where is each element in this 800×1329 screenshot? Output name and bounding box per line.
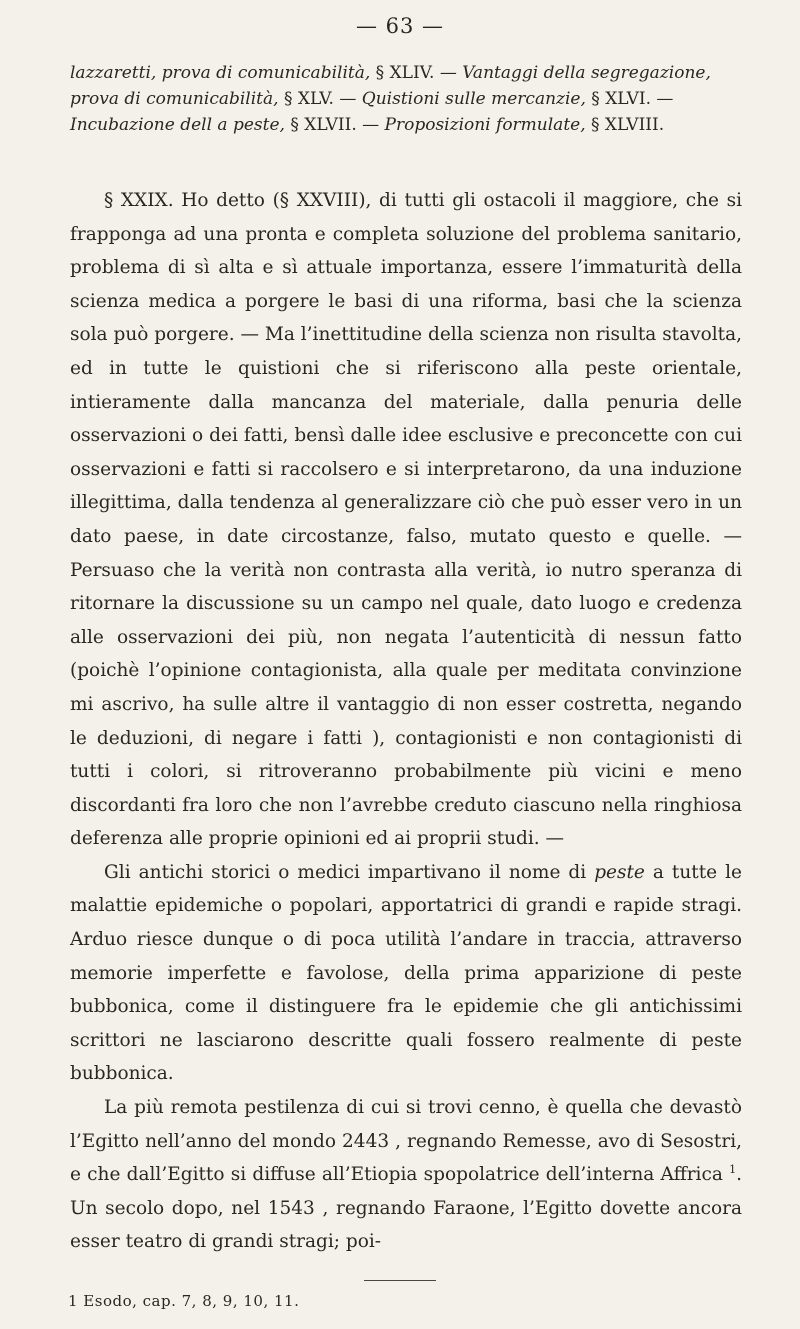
footnote: 1 Esodo, cap. 7, 8, 9, 10, 11. bbox=[68, 1292, 300, 1310]
summary-section-ref: § XLV. — bbox=[283, 89, 357, 109]
summary-topic: — Vantaggi della segregazione, prova di comunicabilità, bbox=[70, 63, 711, 109]
summary-section-ref: § XLIV. bbox=[375, 63, 435, 83]
summary-topic: lazzaretti, prova di comunicabilità, bbox=[70, 63, 371, 83]
summary-topic: Incubazione dell a peste, bbox=[70, 115, 285, 135]
page-number: — 63 — bbox=[355, 14, 445, 38]
paragraph-text: Gli antichi storici o medici impartivano il nome di bbox=[104, 861, 587, 883]
emphasized-word: peste bbox=[594, 861, 645, 883]
body-text bbox=[70, 184, 742, 1259]
summary-section-ref: § XLVII. — bbox=[290, 115, 380, 135]
paragraph-egypt-plague bbox=[70, 1091, 742, 1259]
footnote-reference: 1 bbox=[729, 1163, 737, 1177]
chapter-summary bbox=[70, 60, 742, 138]
summary-topic: Proposizioni formulate, bbox=[384, 115, 586, 135]
paragraph-text: . Un secolo dopo, nel 1543 , regnando Faraone, l’Egitto dovette ancora esser teatro di grandi stragi; poi- bbox=[70, 1164, 742, 1253]
summary-section-ref: § XLVIII. bbox=[591, 115, 665, 135]
paragraph-text: a tutte le malattie epidemiche o popolari, apportatrici di grandi e rapide stragi. Arduo riesce dunque o di poca utilità l’andare in traccia, attraverso memorie imperfette e favolose, della prima apparizione di peste bubbonica, come il distinguere fra le epidemie che gli antichissimi scrittori ne lasciarono descritte quali fossero realmente di peste bubbonica. bbox=[70, 861, 742, 1085]
footnote-divider bbox=[364, 1280, 436, 1281]
summary-topic: Quistioni sulle mercanzie, bbox=[361, 89, 586, 109]
paragraph-section-xxix: § XXIX. Ho detto (§ XXVIII), di tutti gli ostacoli il maggiore, che si frapponga ad una pronta e completa soluzione del problema sanitario, problema di sì alta e sì attuale importanza, essere l’immaturità della scienza medica a porgere le basi di una riforma, basi che la scienza sola può porgere. — Ma l’inettitudine della scienza non risulta stavolta, ed in tutte le quistioni che si riferiscono alla peste orientale, intieramente dalla mancanza del materiale, dalla penuria delle osservazioni o dei fatti, bensì dalle idee esclusive e preconcette con cui osservazioni e fatti si raccolsero e si interpretarono, da una induzione illegittima, dalla tendenza al generalizzare ciò che può esser vero in un dato paese, in date circostanze, falso, mutato questo e quelle. — Persuaso che la verità non contrasta alla verità, io nutro speranza di ritornare la discussione su un campo nel quale, dato luogo e credenza alle osservazioni dei più, non negata l’autenticità di nessun fatto (poichè l’opinione contagionista, alla quale per meditata convinzione mi ascrivo, ha sulle altre il vantaggio di non esser costretta, negando le deduzioni, di negare i fatti ), contagionisti e non contagionisti di tutti i colori, si ritroveranno probabilmente più vicini e meno discordanti fra loro che non l’avrebbe creduto ciascuno nella ringhiosa deferenza alle proprie opinioni ed ai proprii studi. — bbox=[70, 190, 742, 850]
paragraph-text: La più remota pestilenza di cui si trovi cenno, è quella che devastò l’Egitto nell’anno del mondo 2443 , regnando Remesse, avo di Sesostri, e che dall’Egitto si diffuse all’Etiopia spopolatrice dell’interna Affrica bbox=[70, 1097, 742, 1186]
paragraph-ancient-plague bbox=[70, 856, 742, 1091]
summary-section-ref: § XLVI. — bbox=[591, 89, 674, 109]
